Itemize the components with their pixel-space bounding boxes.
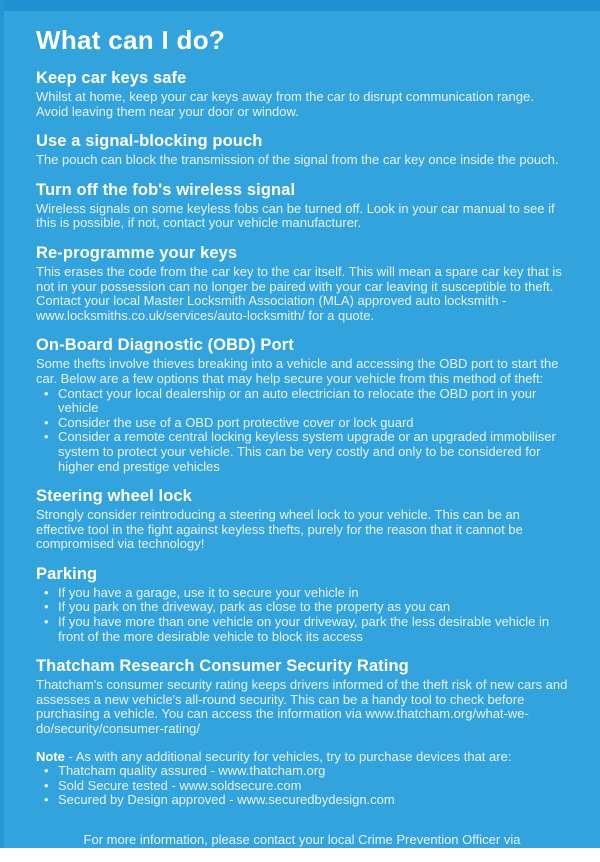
page-top-edge	[0, 0, 600, 11]
section-heading: Parking	[36, 564, 98, 583]
bullet-item: • If you have more than one vehicle on your driveway, park the less desirable vehicle in front of the more desirable vehicle to block its access	[36, 615, 568, 644]
section-heading: Steering wheel lock	[36, 487, 192, 506]
page-left-edge	[0, 0, 4, 848]
section-paragraph: The pouch can block the transmission of the signal from the car key once inside the pouch.	[36, 152, 559, 168]
section-fob-wireless-signal	[36, 181, 568, 231]
section-heading: Thatcham Research Consumer Security Rating	[36, 657, 409, 676]
flyer-content	[36, 11, 568, 862]
bullet-item: • If you park on the driveway, park as close to the property as you can	[36, 600, 568, 615]
section-heading: On-Board Diagnostic (OBD) Port	[36, 336, 294, 355]
section-heading: Use a signal-blocking pouch	[36, 132, 263, 151]
page-title: What can I do?	[36, 25, 226, 55]
section-paragraph: Strongly consider reintroducing a steering wheel lock to your vehicle. This can be an effective tool in the fight against keyless thefts, purely for the reason that it cannot be compromised via technology!	[36, 507, 523, 552]
section-steering-wheel-lock	[36, 487, 568, 552]
bullet-item: • Consider the use of a OBD port protective cover or lock guard	[36, 416, 568, 431]
footer-url-line: www.westyorkshire.police.uk/advice/our-services/crime-prevention/contact-us	[59, 847, 545, 862]
section-paragraph: Wireless signals on some keyless fobs can be turned off. Look in your car manual to see if this is possible, if not, contact your vehicle manufacturer.	[36, 200, 555, 231]
section-heading: Keep car keys safe	[36, 69, 187, 87]
section-heading: Re-programme your keys	[36, 243, 238, 262]
section-obd-port	[36, 336, 568, 474]
bullet-item: • Secured by Design approved - www.securedbydesign.com	[36, 793, 568, 808]
parking-bullet-list	[36, 586, 568, 644]
section-paragraph: Some thefts involve thieves breaking into a vehicle and accessing the OBD port to start the car. Below are a few options that may help secure your vehicle from this method of theft:	[36, 356, 559, 386]
section-reprogramme-keys	[36, 244, 568, 323]
bullet-item: • Thatcham quality assured - www.thatcham.org	[36, 764, 568, 779]
section-heading: Turn off the fob's wireless signal	[36, 180, 296, 199]
note-text: - As with any additional security for vehicles, try to purchase devices that are:	[64, 748, 512, 764]
section-parking	[36, 565, 568, 644]
bullet-item: • If you have a garage, use it to secure your vehicle in	[36, 586, 568, 601]
section-thatcham-rating	[36, 657, 568, 736]
section-paragraph: Whilst at home, keep your car keys away from the car to disrupt communication range. Avoid leaving them near your door or window.	[36, 89, 534, 119]
bullet-item: • Sold Secure tested - www.soldsecure.com	[36, 779, 568, 794]
section-paragraph: This erases the code from the car key to the car itself. This will mean a spare car key that is not in your possession can no longer be paired with your car leaving it susceptible to theft. Contact your local Master Locksmith Association (MLA) approved auto locksmith - www.locksmiths.co.uk/services/auto-locksmith/ for a quote.	[36, 263, 562, 323]
section-keep-car-keys-safe	[36, 69, 568, 119]
section-signal-blocking-pouch	[36, 132, 568, 168]
note-line	[36, 750, 568, 765]
note-label: Note	[36, 748, 65, 764]
section-paragraph: Thatcham's consumer security rating keeps drivers informed of the theft risk of new cars and assesses a new vehicle's all-round security. This can be a handy tool to check before purchasing a vehicle. You can access the information via www.thatcham.org/what-we-do/security/consumer-rating/	[36, 677, 568, 737]
footer	[36, 832, 568, 862]
note-bullet-list	[36, 764, 568, 808]
footer-info-line: For more information, please contact your local Crime Prevention Officer via	[83, 832, 521, 847]
obd-bullet-list	[36, 387, 568, 475]
bullet-item: • Contact your local dealership or an auto electrician to relocate the OBD port in your vehicle	[36, 387, 568, 416]
bullet-item: • Consider a remote central locking keyless system upgrade or an upgraded immobiliser system to protect your vehicle. This can be very costly and only to be considered for higher end prestige vehicles	[36, 430, 568, 474]
